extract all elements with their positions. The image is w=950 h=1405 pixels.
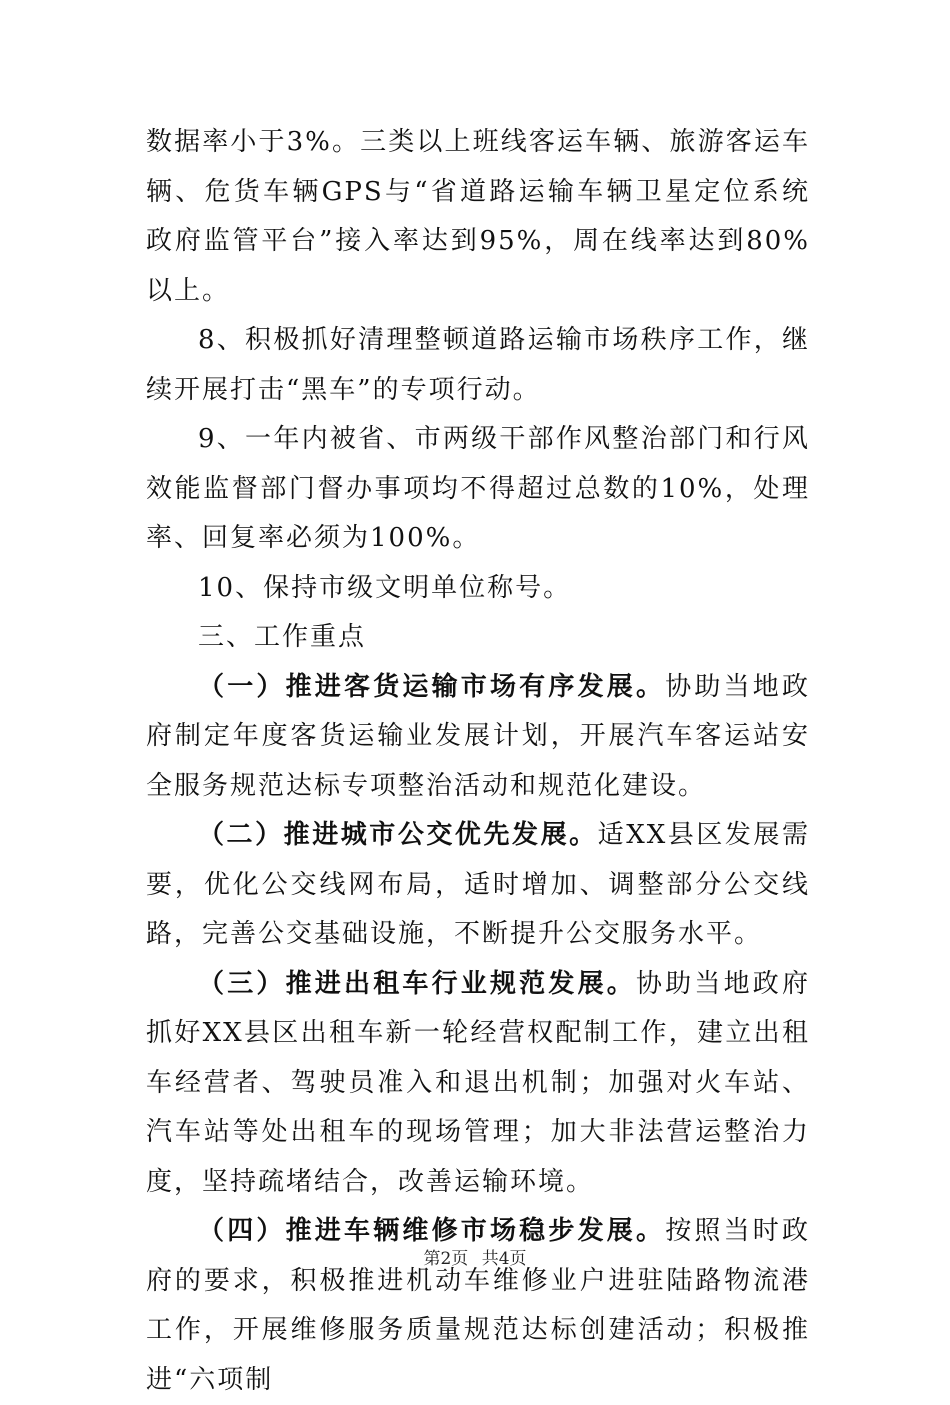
paragraph-text: 适XX县区发展需要，优化公交线网布局，适时增加、调整部分公交线路，完善公交基础设施，不断提升公交服务水平。 [146,820,810,949]
paragraph-item-8 [146,316,810,415]
section-heading [146,613,810,663]
paragraph-text: 协助当地政府抓好XX县区出租车新一轮经营权配制工作，建立出租车经营者、驾驶员准入和退出机制；加强对火车站、汽车站等处出租车的现场管理；加大非法营运整治力度，坚持疏堵结合，改善运输环境。 [146,968,810,1197]
paragraph-continuation [146,118,810,316]
paragraph-text: 按照当时政府的要求，积极推进机动车维修业户进驻陆路物流港工作，开展维修服务质量规范达标创建活动；积极推进“六项制 [146,1216,810,1395]
paragraph-text: 数据率小于3%。三类以上班线客运车辆、旅游客运车辆、危货车辆GPS与“省道路运输车辆卫星定位系统政府监管平台”接入率达到95%，周在线率达到80%以上。 [146,127,810,306]
page-number: 第2页 [423,1249,469,1269]
paragraph-bold-lead: （四）推进车辆维修市场稳步发展。 [198,1216,666,1246]
paragraph-focus-1 [146,663,810,812]
paragraph-bold-lead: （三）推进出租车行业规范发展。 [198,968,636,999]
paragraph-bold-lead: （二）推进城市公交优先发展。 [198,820,598,850]
page-total: 共4页 [481,1249,527,1269]
paragraph-focus-4 [146,1207,810,1405]
paragraph-text: 协助当地政府制定年度客货运输业发展计划，开展汽车客运站安全服务规范达标专项整治活动和规范化建设。 [146,671,810,801]
paragraph-focus-2 [146,811,810,960]
paragraph-text: 8、积极抓好清理整顿道路运输市场秩序工作，继续开展打击“黑车”的专项行动。 [146,325,810,405]
paragraph-item-10 [146,564,810,614]
page-footer [0,1244,950,1269]
paragraph-focus-3 [146,960,810,1208]
paragraph-item-9 [146,415,810,564]
paragraph-text: 9、一年内被省、市两级干部作风整治部门和行风效能监督部门督办事项均不得超过总数的10%，处理率、回复率必须为100%。 [146,424,810,553]
section-heading-text: 三、工作重点 [198,622,367,652]
paragraph-text: 10、保持市级文明单位称号。 [198,572,572,603]
document-body [146,118,810,1405]
paragraph-bold-lead: （一）推进客货运输市场有序发展。 [198,671,666,702]
